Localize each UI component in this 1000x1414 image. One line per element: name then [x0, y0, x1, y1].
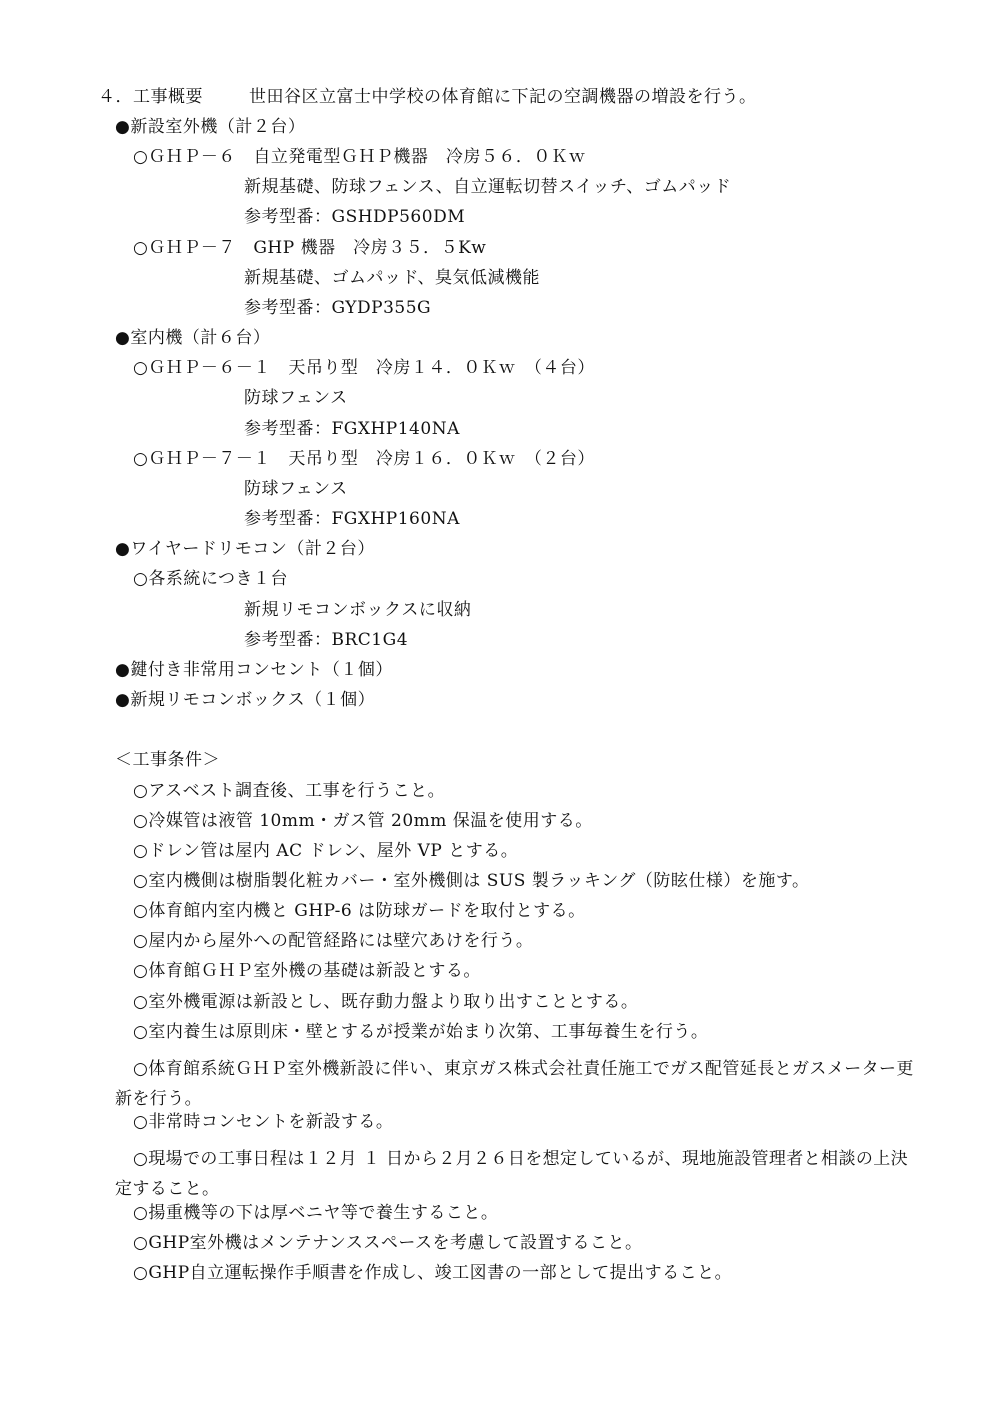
remote-model: 参考型番：BRC1G4 [244, 630, 409, 650]
condition-item: ○冷媒管は液管 10mm・ガス管 20mm 保温を使用する。 [133, 811, 593, 831]
conditions-heading: ＜工事条件＞ [115, 750, 220, 770]
remote-title: ○各系統につき１台 [133, 569, 288, 589]
indoor-unit-ghp7-1-detail: 防球フェンス [244, 479, 348, 499]
indoor-unit-ghp6-1-detail: 防球フェンス [244, 388, 348, 408]
condition-item: ○室内養生は原則床・壁とするが授業が始まり次第、工事毎養生を行う。 [133, 1022, 709, 1042]
condition-item: ○現場での工事日程は１２月 １ 日から２月２６日を想定しているが、現地施設管理者と相談の上決定すること。 [115, 1149, 909, 1199]
section-header [98, 89, 757, 106]
remote-heading: ●ワイヤードリモコン（計２台） [115, 539, 375, 559]
indoor-unit-ghp6-1-title: ○ＧＨＰ－６－１ 天吊り型 冷房１４．０Ｋｗ （４台） [133, 358, 595, 378]
condition-item: ○GHP室外機はメンテナンススペースを考慮して設置すること。 [133, 1233, 643, 1253]
condition-item: ○体育館系統ＧＨＰ室外機新設に伴い、東京ガス株式会社責任施工でガス配管延長とガスメーター更新を行う。 [115, 1059, 914, 1109]
condition-item: ○ドレン管は屋内 AC ドレン、屋外 VP とする。 [133, 841, 519, 861]
outdoor-unit-ghp6-title: ○ＧＨＰ－６ 自立発電型ＧＨＰ機器 冷房５６．０Ｋｗ [133, 147, 586, 167]
condition-item: ○アスベスト調査後、工事を行うこと。 [133, 781, 446, 801]
condition-item: ○室外機電源は新設とし、既存動力盤より取り出すこととする。 [133, 992, 639, 1012]
outdoor-unit-ghp6-detail: 新規基礎、防球フェンス、自立運転切替スイッチ、ゴムパッド [244, 177, 732, 197]
indoor-unit-ghp7-1-title: ○ＧＨＰ－７－１ 天吊り型 冷房１６．０Ｋｗ （２台） [133, 449, 595, 469]
condition-item: ○体育館内室内機と GHP-6 は防球ガードを取付とする。 [133, 901, 586, 921]
condition-item: ○室内機側は樹脂製化粧カバー・室外機側は SUS 製ラッキング（防眩仕様）を施す。 [133, 871, 810, 891]
indoor-unit-ghp6-1-model: 参考型番：FGXHP140NA [244, 419, 460, 439]
condition-item: ○GHP自立運転操作手順書を作成し、竣工図書の一部として提出すること。 [133, 1263, 733, 1283]
remote-box-heading: ●新規リモコンボックス（１個） [115, 690, 376, 710]
condition-item: ○非常時コンセントを新設する。 [133, 1112, 394, 1132]
condition-item: ○屋内から屋外への配管経路には壁穴あけを行う。 [133, 931, 534, 951]
condition-item: ○体育館ＧＨＰ室外機の基礎は新設とする。 [133, 961, 481, 981]
outdoor-units-heading: ●新設室外機（計２台） [115, 117, 306, 137]
outdoor-unit-ghp7-title: ○ＧＨＰ－７ GHP 機器 冷房３５．５Kw [133, 238, 487, 258]
condition-item: ○揚重機等の下は厚ベニヤ等で養生すること。 [133, 1203, 499, 1223]
outdoor-unit-ghp7-model: 参考型番：GYDP355G [244, 298, 432, 318]
section-summary: 世田谷区立富士中学校の体育館に下記の空調機器の増設を行う。 [249, 87, 757, 107]
indoor-units-heading: ●室内機（計６台） [115, 328, 271, 348]
emergency-outlet-heading: ●鍵付き非常用コンセント（１個） [115, 660, 393, 680]
remote-detail: 新規リモコンボックスに収納 [244, 600, 472, 620]
indoor-unit-ghp7-1-model: 参考型番：FGXHP160NA [244, 509, 460, 529]
outdoor-unit-ghp6-model: 参考型番：GSHDP560DM [244, 207, 466, 227]
outdoor-unit-ghp7-detail: 新規基礎、ゴムパッド、臭気低減機能 [244, 268, 540, 288]
section-number: ４．工事概要 [98, 87, 203, 107]
